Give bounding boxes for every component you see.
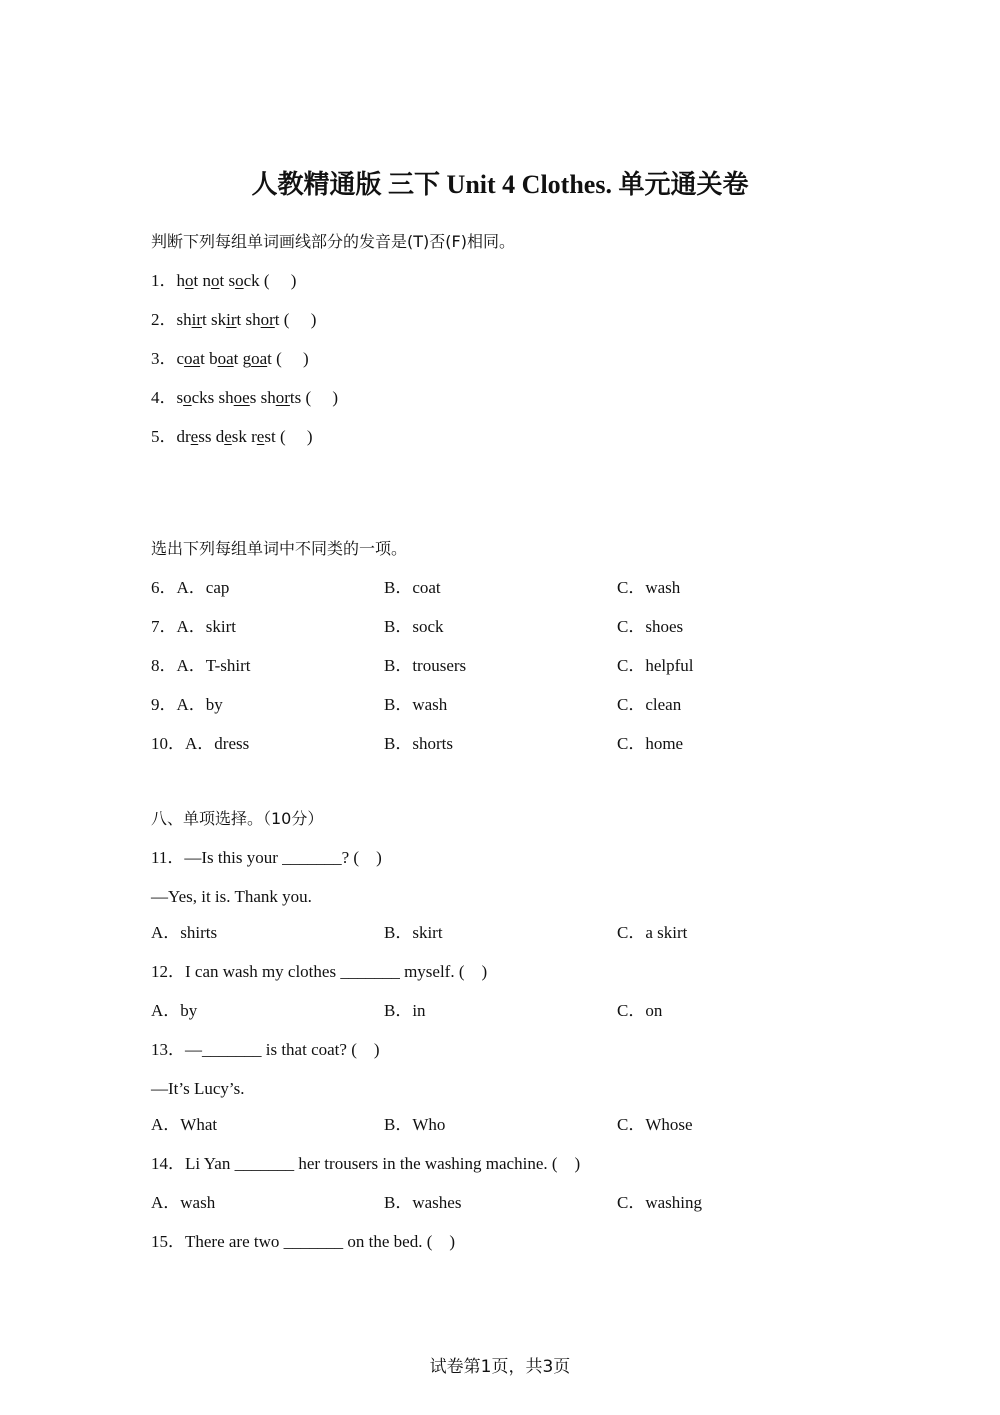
word: skirt <box>211 310 242 329</box>
underlined-letters: oa <box>217 349 234 368</box>
question-11-option-b: B．skirt <box>384 923 443 942</box>
underlined-letters: o <box>235 271 244 290</box>
underlined-letters: e <box>190 427 199 446</box>
option-a: A．skirt <box>176 617 236 636</box>
option-b: B．coat <box>384 578 441 597</box>
question-11-stem: 11．—Is this your _______? ( ) <box>151 848 382 867</box>
section1-item <box>151 347 309 371</box>
underlined-letters: oa <box>251 349 268 368</box>
item-number: 7． <box>151 617 177 636</box>
underlined-letters: ir <box>191 310 203 329</box>
underlined-letters: o <box>183 388 192 407</box>
underlined-letters: oe <box>233 388 250 407</box>
section2-instruction: 选出下列每组单词中不同类的一项。 <box>151 539 408 558</box>
option-a: A．cap <box>176 578 230 597</box>
question-12-option-b: B．in <box>384 1001 426 1020</box>
question-13-reply: —It’s Lucy’s. <box>151 1079 245 1098</box>
item-number: 6． <box>151 578 177 597</box>
question-13-option-c: C．Whose <box>617 1115 693 1134</box>
question-12-option-c: C．on <box>617 1001 663 1020</box>
item-number: 1． <box>151 271 177 290</box>
item-number: 10． <box>151 734 185 753</box>
question-14-option-a: A．wash <box>151 1193 216 1212</box>
question-13-option-a: A．What <box>151 1115 218 1134</box>
word: shirt <box>176 310 207 329</box>
page-title: 人教精通版 三下 Unit 4 Clothes. 单元通关卷 <box>251 170 749 199</box>
item-number: 9． <box>151 695 177 714</box>
word: not <box>202 271 225 290</box>
underlined-letters: or <box>260 310 275 329</box>
section2-item <box>151 615 236 639</box>
section2-item <box>151 576 229 600</box>
underlined-letters: o <box>210 271 220 290</box>
option-c: C．shoes <box>617 617 684 636</box>
word: short <box>245 310 280 329</box>
option-b: B．shorts <box>384 734 453 753</box>
underlined-letters: e <box>256 427 265 446</box>
question-13-option-b: B．Who <box>384 1115 446 1134</box>
option-c: C．helpful <box>617 656 694 675</box>
word: shorts <box>260 388 302 407</box>
word: dress <box>176 427 212 446</box>
section1-item <box>151 269 296 293</box>
option-a: A．by <box>176 695 223 714</box>
section1-item <box>151 308 316 332</box>
word: shoes <box>218 388 257 407</box>
word: desk <box>215 427 247 446</box>
answer-blank[interactable]: ( ) <box>276 349 309 368</box>
option-b: B．wash <box>384 695 448 714</box>
option-b: B．sock <box>384 617 444 636</box>
section2-item <box>151 693 223 717</box>
word: rest <box>251 427 276 446</box>
option-c: C．home <box>617 734 684 753</box>
question-15-stem: 15．There are two _______ on the bed. ( ) <box>151 1232 456 1251</box>
answer-blank[interactable]: ( ) <box>283 310 317 329</box>
section2-item <box>151 654 251 678</box>
answer-blank[interactable]: ( ) <box>279 427 313 446</box>
section2-item <box>151 732 249 756</box>
item-number: 4． <box>151 388 177 407</box>
section1-item <box>151 386 338 410</box>
underlined-letters: e <box>224 427 232 446</box>
item-number: 8． <box>151 656 177 675</box>
question-11-reply: —Yes, it is. Thank you. <box>151 887 312 906</box>
underlined-letters: or <box>275 388 290 407</box>
section3-heading: 八、单项选择。（10分） <box>151 809 324 828</box>
question-12-stem: 12．I can wash my clothes _______ myself. ( ) <box>151 962 488 981</box>
item-number: 2． <box>151 310 177 329</box>
option-c: C．wash <box>617 578 681 597</box>
section1-item <box>151 425 313 449</box>
question-14-stem: 14．Li Yan _______ her trousers in the washing machine. ( ) <box>151 1154 581 1173</box>
question-14-option-b: B．washes <box>384 1193 462 1212</box>
underlined-letters: oa <box>184 349 201 368</box>
question-12-option-a: A．by <box>151 1001 198 1020</box>
question-11-option-a: A．shirts <box>151 923 218 942</box>
word: coat <box>176 349 205 368</box>
item-number: 5． <box>151 427 177 446</box>
item-number: 3． <box>151 349 177 368</box>
option-a: A．T-shirt <box>176 656 251 675</box>
word: hot <box>176 271 199 290</box>
word: goat <box>242 349 272 368</box>
answer-blank[interactable]: ( ) <box>263 271 297 290</box>
word: sock <box>228 271 260 290</box>
option-c: C．clean <box>617 695 682 714</box>
underlined-letters: o <box>185 271 194 290</box>
option-b: B．trousers <box>384 656 467 675</box>
word: socks <box>176 388 215 407</box>
word: boat <box>209 349 239 368</box>
section1-instruction: 判断下列每组单词画线部分的发音是(T)否(F)相同。 <box>151 232 515 251</box>
option-a: A．dress <box>185 734 250 753</box>
page-footer: 试卷第1页，共3页 <box>429 1357 571 1377</box>
answer-blank[interactable]: ( ) <box>305 388 339 407</box>
underlined-letters: ir <box>226 310 237 329</box>
question-11-option-c: C．a skirt <box>617 923 688 942</box>
question-13-stem: 13．—_______ is that coat? ( ) <box>151 1040 380 1059</box>
question-14-option-c: C．washing <box>617 1193 702 1212</box>
